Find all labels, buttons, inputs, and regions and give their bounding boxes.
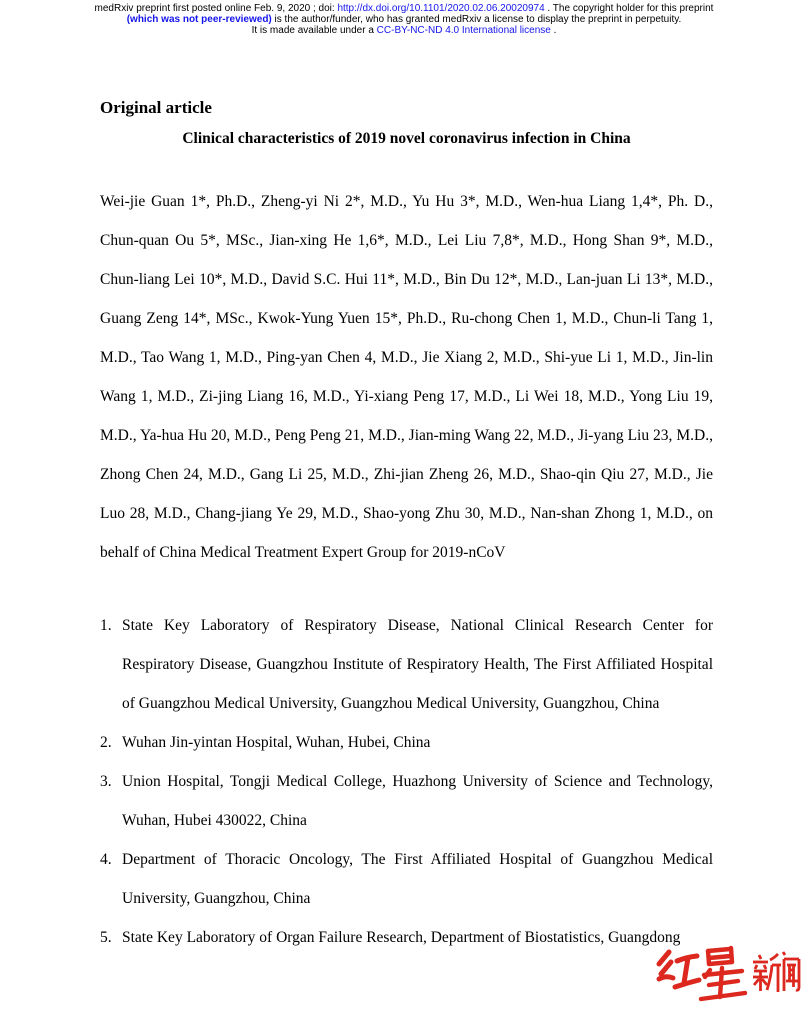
affiliation-item <box>100 918 713 957</box>
author-list: Wei-jie Guan 1*, Ph.D., Zheng-yi Ni 2*, M.D., Yu Hu 3*, M.D., Wen-hua Liang 1,4*, Ph. D., Chun-quan Ou 5*, MSc., Jian-xing He 1,6*, M.D., Lei Liu 7,8*, M.D., Hong Shan 9*, M.D., Chun-liang Lei 10*, M.D., David S.C. Hui 11*, M.D., Bin Du 12*, M.D., Lan-juan Li 13*, M.D., Guang Zeng 14*, MSc., Kwok-Yung Yuen 15*, Ph.D., Ru-chong Chen 1, M.D., Chun-li Tang 1, M.D., Tao Wang 1, M.D., Ping-yan Chen 4, M.D., Jie Xiang 2, M.D., Shi-yue Li 1, M.D., Jin-lin Wang 1, M.D., Zi-jing Liang 16, M.D., Yi-xiang Peng 17, M.D., Li Wei 18, M.D., Yong Liu 19, M.D., Ya-hua Hu 20, M.D., Peng Peng 21, M.D., Jian-ming Wang 22, M.D., Ji-yang Liu 23, M.D., Zhong Chen 24, M.D., Gang Li 25, M.D., Zhi-jian Zheng 26, M.D., Shao-qin Qiu 27, M.D., Jie Luo 28, M.D., Chang-jiang Ye 29, M.D., Shao-yong Zhu 30, M.D., Nan-shan Zhong 1, M.D., on behalf of China Medical Treatment Expert Group for 2019-nCoV <box>100 193 713 561</box>
header-line2-rest: is the author/funder, who has granted medRxiv a license to display the preprint in perpetuity. <box>271 14 682 25</box>
affiliation-list <box>100 606 713 957</box>
affiliation-text: State Key Laboratory of Organ Failure Research, Department of Biostatistics, Guangdong <box>122 929 681 946</box>
affiliation-number: 2. <box>100 734 112 751</box>
header-line1-suffix: . The copyright holder for this preprint <box>544 3 714 14</box>
header-line-3 <box>0 25 808 36</box>
affiliation-item <box>100 606 713 723</box>
header-line3-prefix: It is made available under a <box>251 25 377 36</box>
section-label: Original article <box>100 98 212 117</box>
license-link[interactable]: CC-BY-NC-ND 4.0 International license <box>376 25 551 36</box>
affiliation-item <box>100 840 713 918</box>
affiliation-item <box>100 762 713 840</box>
header-line1-text: medRxiv preprint first posted online Feb. 9, 2020 ; doi: <box>94 3 338 14</box>
affiliation-number: 5. <box>100 929 112 946</box>
affiliation-text: Department of Thoracic Oncology, The First Affiliated Hospital of Guangzhou Medical University, Guangzhou, China <box>122 851 713 907</box>
affiliation-text: Wuhan Jin-yintan Hospital, Wuhan, Hubei, China <box>122 734 431 751</box>
red-star-news-logo <box>654 942 802 1008</box>
header-line-2 <box>0 14 808 25</box>
affiliation-item <box>100 723 713 762</box>
medrxiv-header-notice <box>0 3 808 36</box>
affiliation-number: 1. <box>100 617 112 634</box>
red-star-news-logo-icon <box>654 942 802 1008</box>
header-line-1 <box>0 3 808 14</box>
header-line3-suffix: . <box>550 25 557 36</box>
not-peer-reviewed-note: (which was not peer-reviewed) <box>126 14 272 25</box>
article-title: Clinical characteristics of 2019 novel coronavirus infection in China <box>182 130 631 147</box>
affiliation-number: 4. <box>100 851 112 868</box>
doi-link[interactable]: http://dx.doi.org/10.1101/2020.02.06.20020974 <box>337 3 545 14</box>
affiliation-text: State Key Laboratory of Respiratory Disease, National Clinical Research Center for Respiratory Disease, Guangzhou Institute of Respiratory Health, The First Affiliated Hospital of Guangzhou Medical University, Guangzhou Medical University, Guangzhou, China <box>122 617 713 712</box>
affiliation-number: 3. <box>100 773 112 790</box>
affiliation-text: Union Hospital, Tongji Medical College, Huazhong University of Science and Technology, Wuhan, Hubei 430022, China <box>122 773 713 829</box>
